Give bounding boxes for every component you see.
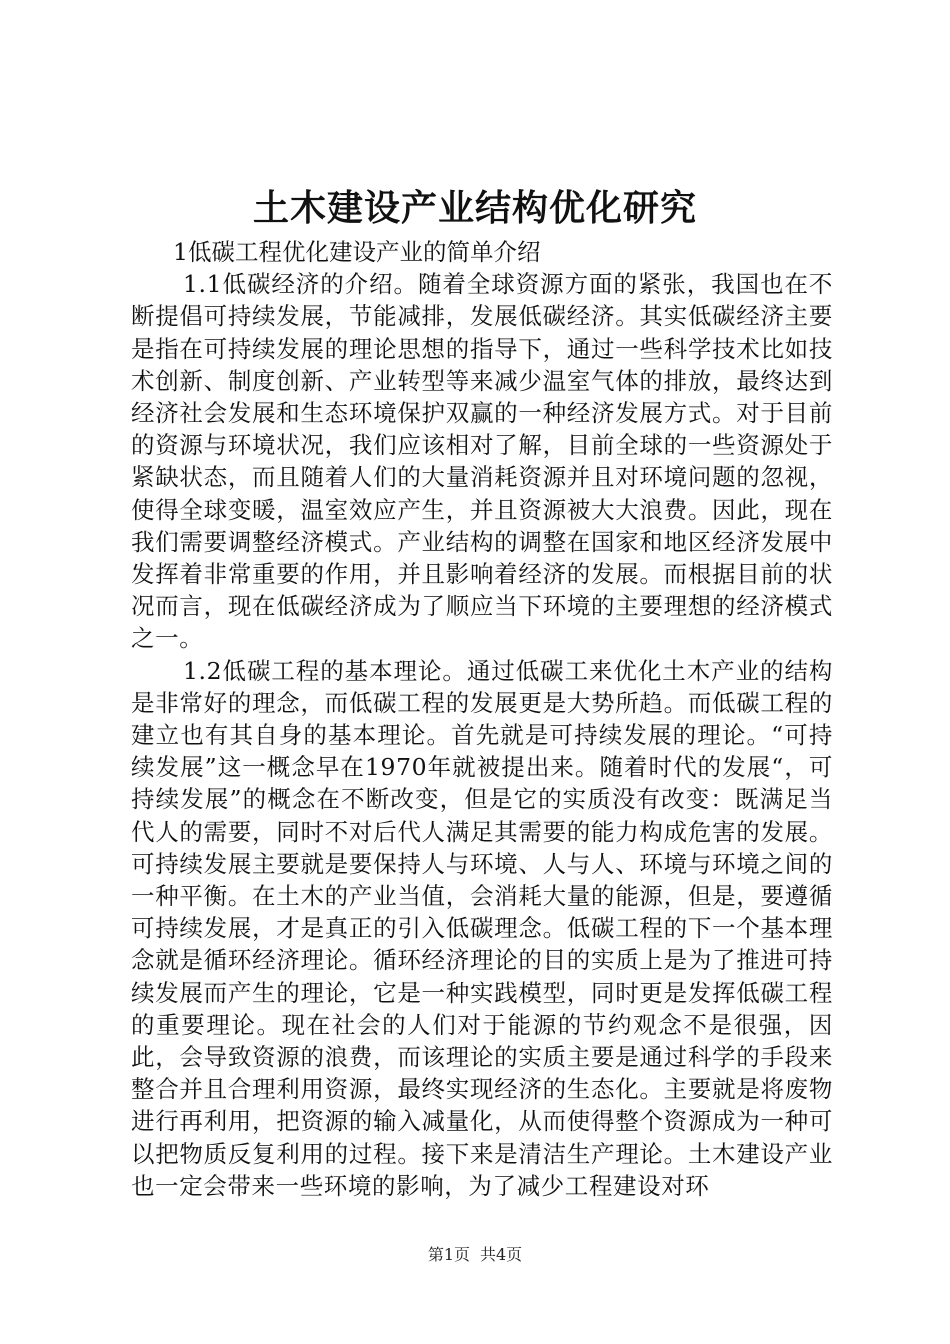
section-heading: 1低碳工程优化建设产业的简单介绍 [173, 238, 541, 266]
page-total: 共4页 [480, 1245, 523, 1264]
page-footer [0, 1244, 950, 1266]
page-number: 第1页 [427, 1245, 470, 1264]
paragraph-1-1: 1.1低碳经济的介绍。随着全球资源方面的紧张，我国也在不断提倡可持续发展，节能减排，发展低碳经济。其实低碳经济主要是指在可持续发展的理论思想的指导下，通过一些科学技术比如技术创新、制度创新、产业转型等来减少温室气体的排放，最终达到经济社会发展和生态环境保护双赢的一种经济发展方式。对于目前的资源与环境状况，我们应该相对了解，目前全球的一些资源处于紧缺状态，而且随着人们的大量消耗资源并且对环境问题的忽视，使得全球变暖，温室效应产生，并且资源被大大浪费。因此，现在我们需要调整经济模式。产业结构的调整在国家和地区经济发展中发挥着非常重要的作用，并且影响着经济的发展。而根据目前的状况而言，现在低碳经济成为了顺应当下环境的主要理想的经济模式之一。 [131, 270, 833, 653]
paragraph-1-2: 1.2低碳工程的基本理论。通过低碳工来优化土木产业的结构是非常好的理念，而低碳工程的发展更是大势所趋。而低碳工程的建立也有其自身的基本理论。首先就是可持续发展的理论。“可持续发展”这一概念早在1970年就被提出来。随着时代的发展“，可持续发展”的概念在不断改变，但是它的实质没有改变：既满足当代人的需要，同时不对后代人满足其需要的能力构成危害的发展。可持续发展主要就是要保持人与环境、人与人、环境与环境之间的一种平衡。在土木的产业当值，会消耗大量的能源，但是，要遵循可持续发展，才是真正的引入低碳理念。低碳工程的下一个基本理念就是循环经济理论。循环经济理论的目的实质上是为了推进可持续发展而产生的理论，它是一种实践模型，同时更是发挥低碳工程的重要理论。现在社会的人们对于能源的节约观念不是很强，因此，会导致资源的浪费，而该理论的实质主要是通过科学的手段来整合并且合理利用资源，最终实现经济的生态化。主要就是将废物进行再利用，把资源的输入减量化，从而使得整个资源成为一种可以把物质反复利用的过程。接下来是清洁生产理论。土木建设产业也一定会带来一些环境的影响，为了减少工程建设对环 [131, 656, 833, 1200]
document-title: 土木建设产业结构优化研究 [252, 187, 697, 229]
document-body [131, 236, 833, 1202]
